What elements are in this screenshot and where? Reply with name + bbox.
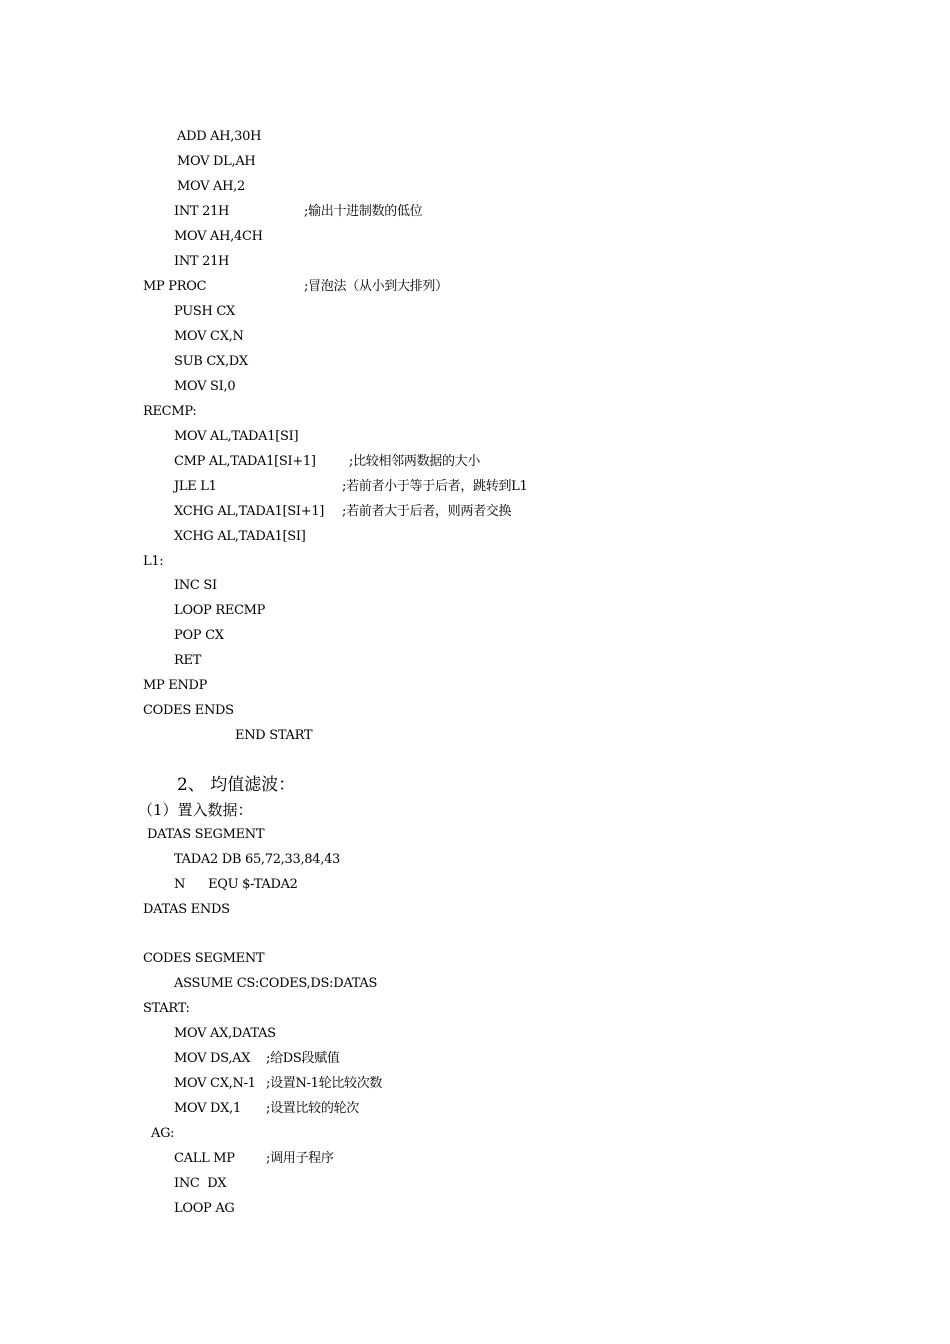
- code-line: DATAS ENDS: [143, 902, 230, 917]
- code-line: XCHG AL,TADA1[SI+1]: [174, 504, 325, 519]
- code-line: RET: [174, 653, 202, 668]
- code-line: N EQU $-TADA2: [174, 877, 298, 892]
- code-line: AG:: [151, 1126, 175, 1141]
- code-line: POP CX: [174, 628, 224, 643]
- code-line: MP PROC: [143, 279, 207, 294]
- code-line: END START: [235, 728, 313, 743]
- code-line: LOOP RECMP: [174, 603, 266, 618]
- code-line: MOV AL,TADA1[SI]: [174, 429, 299, 444]
- code-comment: ;给DS段赋值: [266, 1051, 340, 1066]
- code-line: INC SI: [174, 578, 217, 593]
- code-comment: ;若前者小于等于后者，跳转到L1: [342, 479, 528, 494]
- subsection-heading: （1）置入数据：: [138, 801, 253, 819]
- code-line: DATAS SEGMENT: [147, 827, 265, 842]
- code-line: CALL MP: [174, 1151, 235, 1166]
- code-line: RECMP:: [143, 404, 197, 419]
- code-comment: ;若前者大于后者，则两者交换: [342, 504, 512, 519]
- code-line: CMP AL,TADA1[SI+1]: [174, 454, 316, 469]
- code-line: INT 21H: [174, 254, 230, 269]
- code-line: MOV AH,2: [177, 179, 245, 194]
- code-line: TADA2 DB 65,72,33,84,43: [174, 852, 341, 867]
- code-line: INT 21H: [174, 204, 230, 219]
- code-line: LOOP AG: [174, 1201, 235, 1216]
- code-line: JLE L1: [174, 479, 217, 494]
- code-comment: ;输出十进制数的低位: [304, 204, 423, 219]
- code-line: MOV AH,4CH: [174, 229, 263, 244]
- code-line: SUB CX,DX: [174, 354, 248, 369]
- code-comment: ;冒泡法（从小到大排列）: [304, 279, 448, 294]
- code-comment: ;设置N-1轮比较次数: [266, 1076, 383, 1091]
- code-line: PUSH CX: [174, 304, 235, 319]
- code-line: MOV AX,DATAS: [174, 1026, 276, 1041]
- code-line: ASSUME CS:CODES,DS:DATAS: [174, 976, 378, 991]
- code-line: L1:: [143, 554, 164, 569]
- code-line: MOV DL,AH: [177, 154, 256, 169]
- code-line: MP ENDP: [143, 678, 208, 693]
- code-line: CODES SEGMENT: [143, 951, 265, 966]
- code-line: ADD AH,30H: [177, 129, 262, 144]
- code-line: START:: [143, 1001, 190, 1016]
- code-line: XCHG AL,TADA1[SI]: [174, 529, 306, 544]
- code-line: MOV CX,N-1: [174, 1076, 256, 1091]
- section-heading: 2、 均值滤波：: [177, 775, 296, 795]
- code-line: MOV CX,N: [174, 329, 244, 344]
- code-line: MOV DX,1: [174, 1101, 241, 1116]
- code-line: MOV DS,AX: [174, 1051, 251, 1066]
- code-comment: ;设置比较的轮次: [266, 1101, 359, 1116]
- code-comment: ;调用子程序: [266, 1151, 334, 1166]
- code-line: CODES ENDS: [143, 703, 234, 718]
- code-line: MOV SI,0: [174, 379, 236, 394]
- code-line: INC DX: [174, 1176, 227, 1191]
- code-comment: ;比较相邻两数据的大小: [349, 454, 481, 469]
